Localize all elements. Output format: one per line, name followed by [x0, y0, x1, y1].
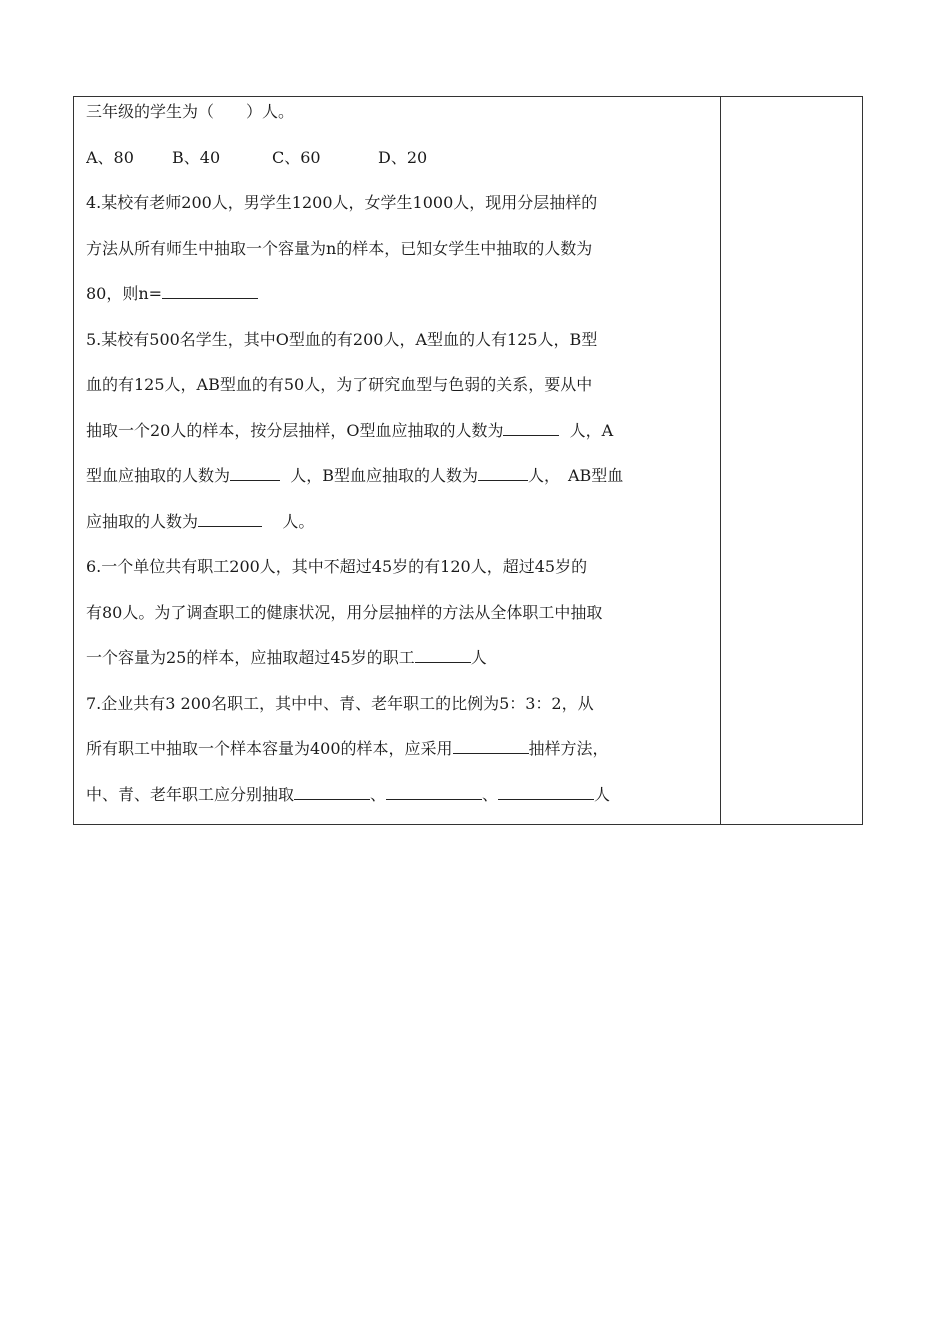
- option-a: A、80: [86, 147, 134, 167]
- question-5-text: 人。: [282, 511, 315, 531]
- text-line: [86, 552, 710, 598]
- answer-blank[interactable]: [478, 462, 528, 481]
- question-column: [74, 97, 721, 824]
- text-line: [86, 507, 710, 553]
- text-line: [86, 598, 710, 644]
- text-line: [86, 188, 710, 234]
- question-5-text: 人，B型血应抽取的人数为: [290, 466, 478, 485]
- question-5-text: 5.某校有500名学生，其中O型血的有200人，A型血的人有125人，B型: [86, 329, 598, 349]
- option-c: C、60: [272, 147, 321, 167]
- question-5-text: 血的有125人，AB型血的有50人，为了研究血型与色弱的关系，要从中: [86, 375, 593, 394]
- text-line: [86, 461, 710, 507]
- option-b: B、40: [172, 147, 221, 167]
- question-4-text: 4.某校有老师200人，男学生1200人，女学生1000人，现用分层抽样的: [86, 193, 598, 212]
- question-6-text: 6.一个单位共有职工200人，其中不超过45岁的有120人，超过45岁的: [86, 557, 588, 576]
- text-line: [86, 780, 710, 826]
- option-d: D、20: [378, 147, 428, 167]
- separator: 、: [370, 784, 387, 804]
- answer-blank[interactable]: [230, 462, 280, 481]
- notes-column: [721, 97, 862, 824]
- question-6-text: 人: [470, 648, 487, 667]
- question-6-text: 有80人。为了调查职工的健康状况，用分层抽样的方法从全体职工中抽取: [86, 602, 603, 622]
- question-5-text: 人，A: [569, 420, 614, 440]
- text-line: [86, 234, 710, 280]
- text-line: [86, 279, 710, 325]
- question-5-text: 应抽取的人数为: [86, 511, 199, 531]
- answer-blank[interactable]: [294, 781, 370, 800]
- question-5-text: 型血应抽取的人数为: [86, 466, 231, 485]
- question-4-text: 80，则n=: [86, 284, 163, 303]
- answer-blank[interactable]: [162, 280, 258, 299]
- text-line: [86, 325, 710, 371]
- question-5-text: 人， AB型血: [527, 466, 624, 485]
- question-4-text: 方法从所有师生中抽取一个容量为n的样本，已知女学生中抽取的人数为: [86, 238, 593, 258]
- question-6-text: 一个容量为25的样本，应抽取超过45岁的职工: [86, 648, 415, 667]
- answer-blank[interactable]: [453, 735, 529, 754]
- text-line: [86, 734, 710, 780]
- question-5-text: 抽取一个20人的样本，按分层抽样，O型血应抽取的人数为: [86, 420, 504, 440]
- text-line: [86, 689, 710, 735]
- worksheet-table: [73, 96, 863, 825]
- question-7-text: 所有职工中抽取一个样本容量为400的样本，应采用: [86, 739, 453, 758]
- separator: 、: [482, 784, 499, 804]
- text-line: [86, 370, 710, 416]
- answer-blank[interactable]: [498, 781, 594, 800]
- answer-blank[interactable]: [386, 781, 482, 800]
- options-line: [86, 143, 710, 189]
- question-3-end: 三年级的学生为（ ）人。: [86, 102, 295, 121]
- question-7-text: 人: [594, 784, 611, 804]
- text-line: [86, 643, 710, 689]
- text-line: [86, 416, 710, 462]
- question-7-text: 抽样方法，: [528, 739, 609, 758]
- answer-blank[interactable]: [415, 644, 471, 663]
- answer-blank[interactable]: [503, 417, 559, 436]
- question-7-text: 7.企业共有3 200名职工，其中中、青、老年职工的比例为5：3：2，从: [86, 693, 594, 713]
- answer-blank[interactable]: [198, 508, 262, 527]
- text-line: [86, 97, 710, 143]
- question-7-text: 中、青、老年职工应分别抽取: [86, 784, 295, 804]
